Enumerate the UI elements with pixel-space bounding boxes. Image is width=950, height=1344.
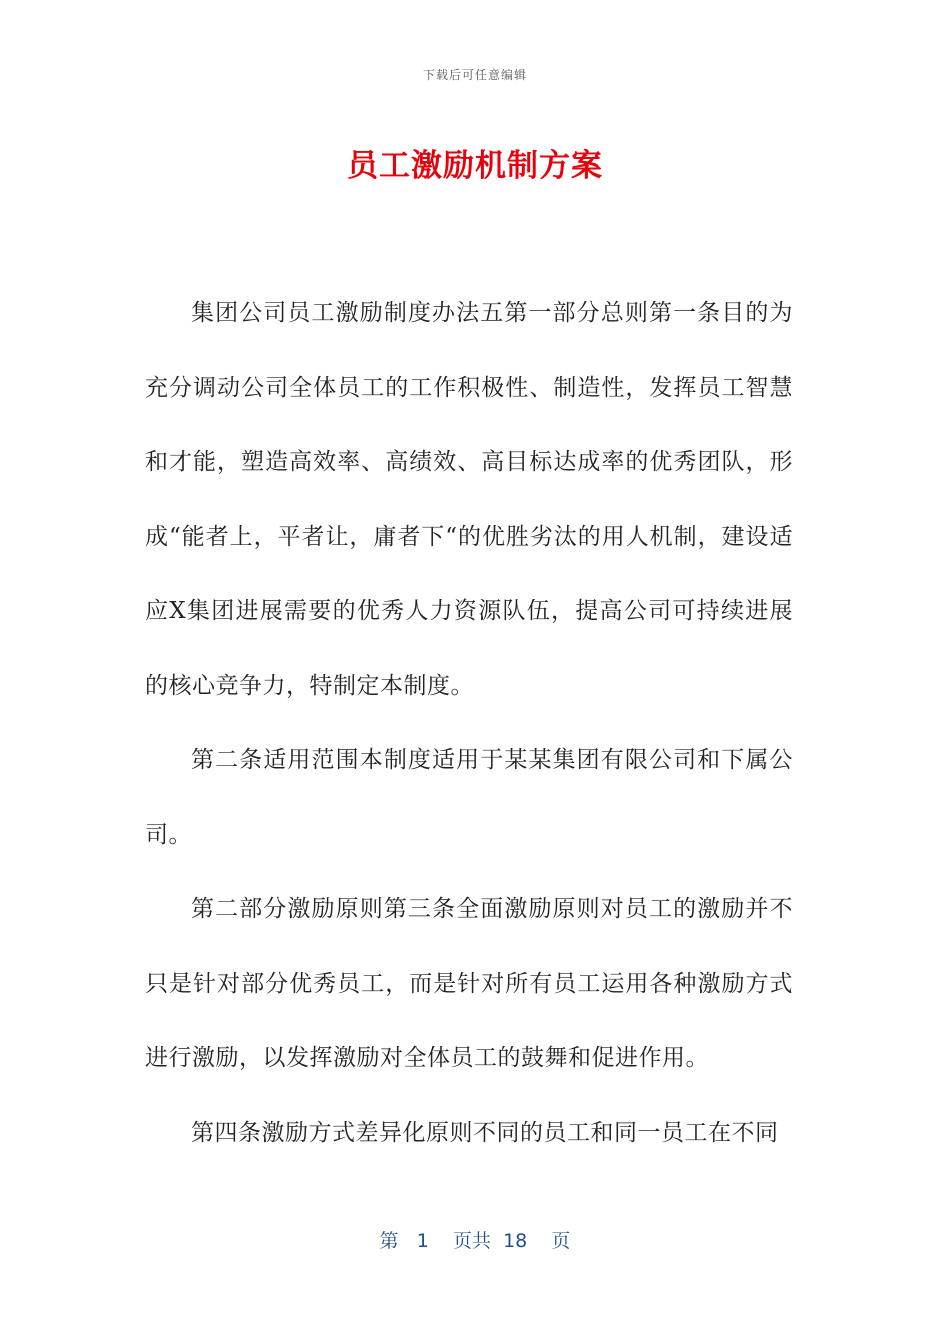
paragraph-incentive-principle: 第二部分激励原则第三条全面激励原则对员工的激励并不只是针对部分优秀员工，而是针对所有员工运用各种激励方式进行激励，以发挥激励对全体员工的鼓舞和促进作用。	[145, 896, 793, 1071]
document-title: 员工激励机制方案	[347, 148, 603, 184]
page-suffix: 页	[551, 1230, 571, 1252]
paragraph-general-purpose: 集团公司员工激励制度办法五第一部分总则第一条目的为充分调动公司全体员工的工作积极性、制造性，发挥员工智慧和才能，塑造高效率、高绩效、高目标达成率的优秀团队，形成“能者上，平者让，庸者下“的优胜劣汰的用人机制，建设适应X集团进展需要的优秀人力资源队伍，提高公司可持续进展的核心竞争力，特制定本制度。	[145, 300, 793, 699]
page-prefix: 第	[379, 1230, 399, 1252]
paragraph-scope: 第二条适用范围本制度适用于某某集团有限公司和下属公司。	[145, 747, 793, 848]
total-pages-number: 18	[503, 1230, 528, 1252]
page-footer	[0, 1226, 950, 1253]
page-header-note: 下载后可任意编辑	[422, 68, 527, 82]
current-page-number: 1	[416, 1230, 429, 1252]
paragraph-differentiation-principle: 第四条激励方式差异化原则不同的员工和同一员工在不同	[191, 1119, 779, 1146]
document-body	[145, 276, 793, 1170]
page-middle-label: 页共	[452, 1230, 491, 1252]
